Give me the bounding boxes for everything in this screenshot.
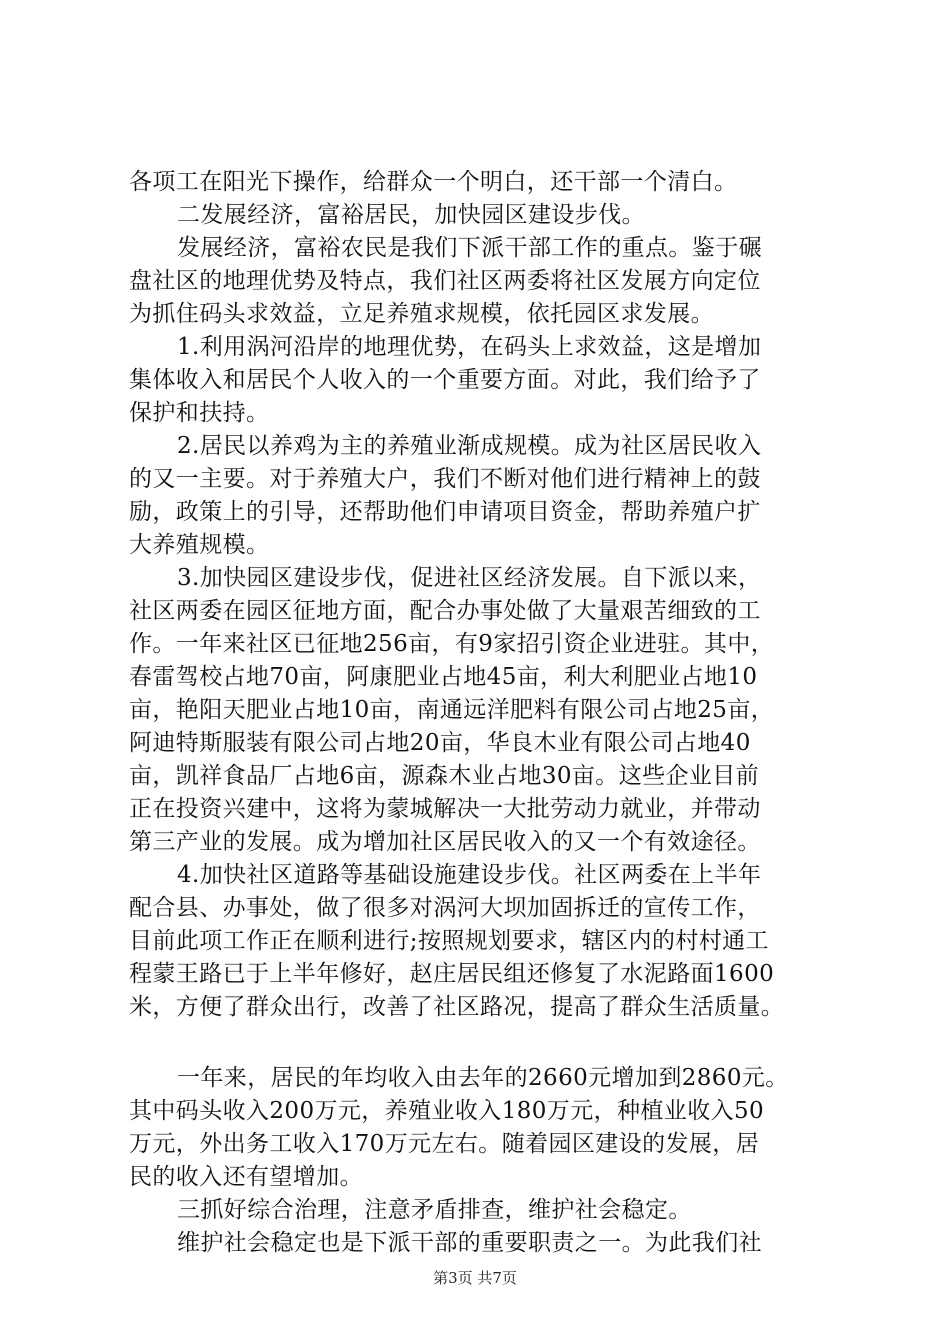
- document-body: [129, 166, 859, 1260]
- text-line: 盘社区的地理优势及特点，我们社区两委将社区发展方向定位: [129, 268, 761, 294]
- paragraph-first-line: 一年来，居民的年均收入由去年的2660元增加到2860元。: [177, 1065, 789, 1091]
- text-line: 的又一主要。对于养殖大户，我们不断对他们进行精神上的鼓: [129, 466, 761, 492]
- text-line: 励，政策上的引导，还帮助他们申请项目资金，帮助养殖户扩: [129, 499, 761, 525]
- section-heading: 三抓好综合治理，注意矛盾排查，维护社会稳定。: [177, 1197, 692, 1223]
- text-line: 阿迪特斯服装有限公司占地20亩，华良木业有限公司占地40: [129, 730, 751, 756]
- text-line: 为抓住码头求效益，立足养殖求规模，依托园区求发展。: [129, 301, 714, 327]
- text-line: 亩，凯祥食品厂占地6亩，源森木业占地30亩。这些企业目前: [129, 763, 760, 789]
- text-line: 配合县、办事处，做了很多对涡河大坝加固拆迁的宣传工作，: [129, 895, 761, 921]
- text-line: 各项工在阳光下操作，给群众一个明白，还干部一个清白。: [129, 169, 738, 195]
- paragraph-first-line: 维护社会稳定也是下派干部的重要职责之一。为此我们社: [177, 1230, 762, 1256]
- paragraph-first-line: 发展经济，富裕农民是我们下派干部工作的重点。鉴于碾: [177, 235, 762, 261]
- text-line: 作。一年来社区已征地256亩，有9家招引资企业进驻。其中，: [129, 631, 775, 657]
- text-line: 正在投资兴建中，这将为蒙城解决一大批劳动力就业，并带动: [129, 796, 761, 822]
- text-line: 米，方便了群众出行，改善了社区路况，提高了群众生活质量。: [129, 994, 785, 1020]
- text-line: 大养殖规模。: [129, 532, 270, 558]
- text-line: 保护和扶持。: [129, 400, 270, 426]
- text-line: 社区两委在园区征地方面，配合办事处做了大量艰苦细致的工: [129, 598, 761, 624]
- text-line: 程蒙王路已于上半年修好，赵庄居民组还修复了水泥路面1600: [129, 961, 775, 987]
- list-item-first-line: 3.加快园区建设步伐，促进社区经济发展。自下派以来，: [177, 565, 762, 591]
- paragraph-gap: [129, 1024, 859, 1062]
- section-heading: 二发展经济，富裕居民，加快园区建设步伐。: [177, 202, 645, 228]
- list-item-first-line: 4.加快社区道路等基础设施建设步伐。社区两委在上半年: [177, 862, 762, 888]
- text-line: 目前此项工作正在顺利进行;按照规划要求，辖区内的村村通工: [129, 928, 769, 954]
- text-line: 其中码头收入200万元，养殖业收入180万元，种植业收入50: [129, 1098, 765, 1124]
- list-item-first-line: 1.利用涡河沿岸的地理优势，在码头上求效益，这是增加: [177, 334, 762, 360]
- list-item-first-line: 2.居民以养鸡为主的养殖业渐成规模。成为社区居民收入: [177, 433, 762, 459]
- text-line: 集体收入和居民个人收入的一个重要方面。对此，我们给予了: [129, 367, 761, 393]
- text-line: 春雷驾校占地70亩，阿康肥业占地45亩，利大利肥业占地10: [129, 664, 758, 690]
- text-line: 民的收入还有望增加。: [129, 1164, 363, 1190]
- text-line: 第三产业的发展。成为增加社区居民收入的又一个有效途径。: [129, 829, 761, 855]
- page-number-footer: 第3页 共7页: [433, 1269, 517, 1287]
- text-line: 亩，艳阳天肥业占地10亩，南通远洋肥料有限公司占地25亩，: [129, 697, 775, 723]
- text-line: 万元，外出务工收入170万元左右。随着园区建设的发展，居: [129, 1131, 760, 1157]
